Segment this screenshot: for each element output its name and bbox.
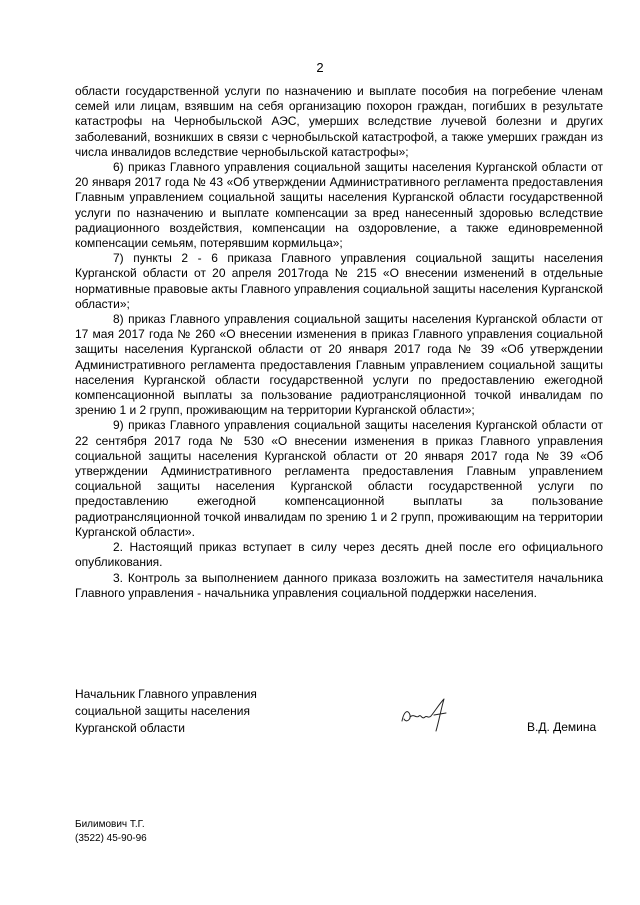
paragraph-item-7: 7) пункты 2 - 6 приказа Главного управления социальной защиты населения Курганской области от 20 апреля 2017года № 215 «О внесении изменений в отдельные нормативные правовые акты Главного управления социальной защиты населения Курганской области»; bbox=[75, 251, 603, 311]
paragraph-item-9: 9) приказ Главного управления социальной защиты населения Курганской области от 22 сентября 2017 года № 530 «О внесении изменения в приказ Главного управления социальной защиты населения Курганской области от 20 января 2017 года № 39 «Об утверждении Административного регламента предоставления Главным управлением социальной защиты населения Курганской области государственной услуги по предоставлению ежегодной компенсационной выплаты за пользование радиотрансляционной точкой инвалидам по зрению 1 и 2 групп, проживающим на территории Курганской области». bbox=[75, 418, 603, 539]
paragraph-continuation: области государственной услуги по назначению и выплате пособия на погребение членам семей или лицам, взявшим на себя организацию похорон граждан, погибших в результате катастрофы на Чернобыльской АЭС, умерших вследствие лучевой болезни и других заболеваний, возникших в связи с чернобыльской катастрофой, а также умерших граждан из числа инвалидов вследствие чернобыльской катастрофы»; bbox=[75, 84, 603, 159]
signatory-name: В.Д. Демина bbox=[527, 720, 597, 734]
signatory-title-line: Начальник Главного управления bbox=[75, 687, 257, 701]
paragraph-clause-3: 3. Контроль за выполнением данного приказа возложить на заместителя начальника Главного управления - начальника управления социальной поддержки населения. bbox=[75, 570, 603, 600]
executor-name: Билимович Т.Г. bbox=[75, 819, 145, 830]
document-body bbox=[75, 84, 603, 601]
handwritten-signature bbox=[398, 695, 458, 735]
paragraph-item-6: 6) приказ Главного управления социальной защиты населения Курганской области от 20 января 2017 года № 43 «Об утверждении Административного регламента предоставления Главным управлением социальной защиты населения Курганской области государственной услуги по назначению и выплате компенсации за вред нанесенный здоровью вследствие радиационного воздействия, компенсации на оздоровление, а также единовременной компенсации семьям, потерявшим кормильца»; bbox=[75, 160, 603, 251]
paragraph-item-8: 8) приказ Главного управления социальной защиты населения Курганской области от 17 мая 2017 года № 260 «О внесении изменения в приказ Главного управления социальной защиты населения Курганской области от 20 января 2017 года № 39 «Об утверждении Административного регламента предоставления Главным управлением социальной защиты населения Курганской области государственной услуги по предоставлению ежегодной компенсационной выплаты за пользование радиотрансляционной точкой инвалидам по зрению 1 и 2 групп, проживающим на территории Курганской области»; bbox=[75, 312, 603, 418]
signatory-title-line: социальной защиты населения bbox=[75, 704, 250, 718]
paragraph-clause-2: 2. Настоящий приказ вступает в силу через десять дней после его официального опубликования. bbox=[75, 540, 603, 570]
executor-block bbox=[75, 818, 147, 846]
signature-title-block bbox=[75, 686, 257, 737]
executor-phone: (3522) 45-90-96 bbox=[75, 833, 147, 844]
page-number: 2 bbox=[316, 60, 324, 75]
signatory-title-line: Курганской области bbox=[75, 721, 185, 735]
